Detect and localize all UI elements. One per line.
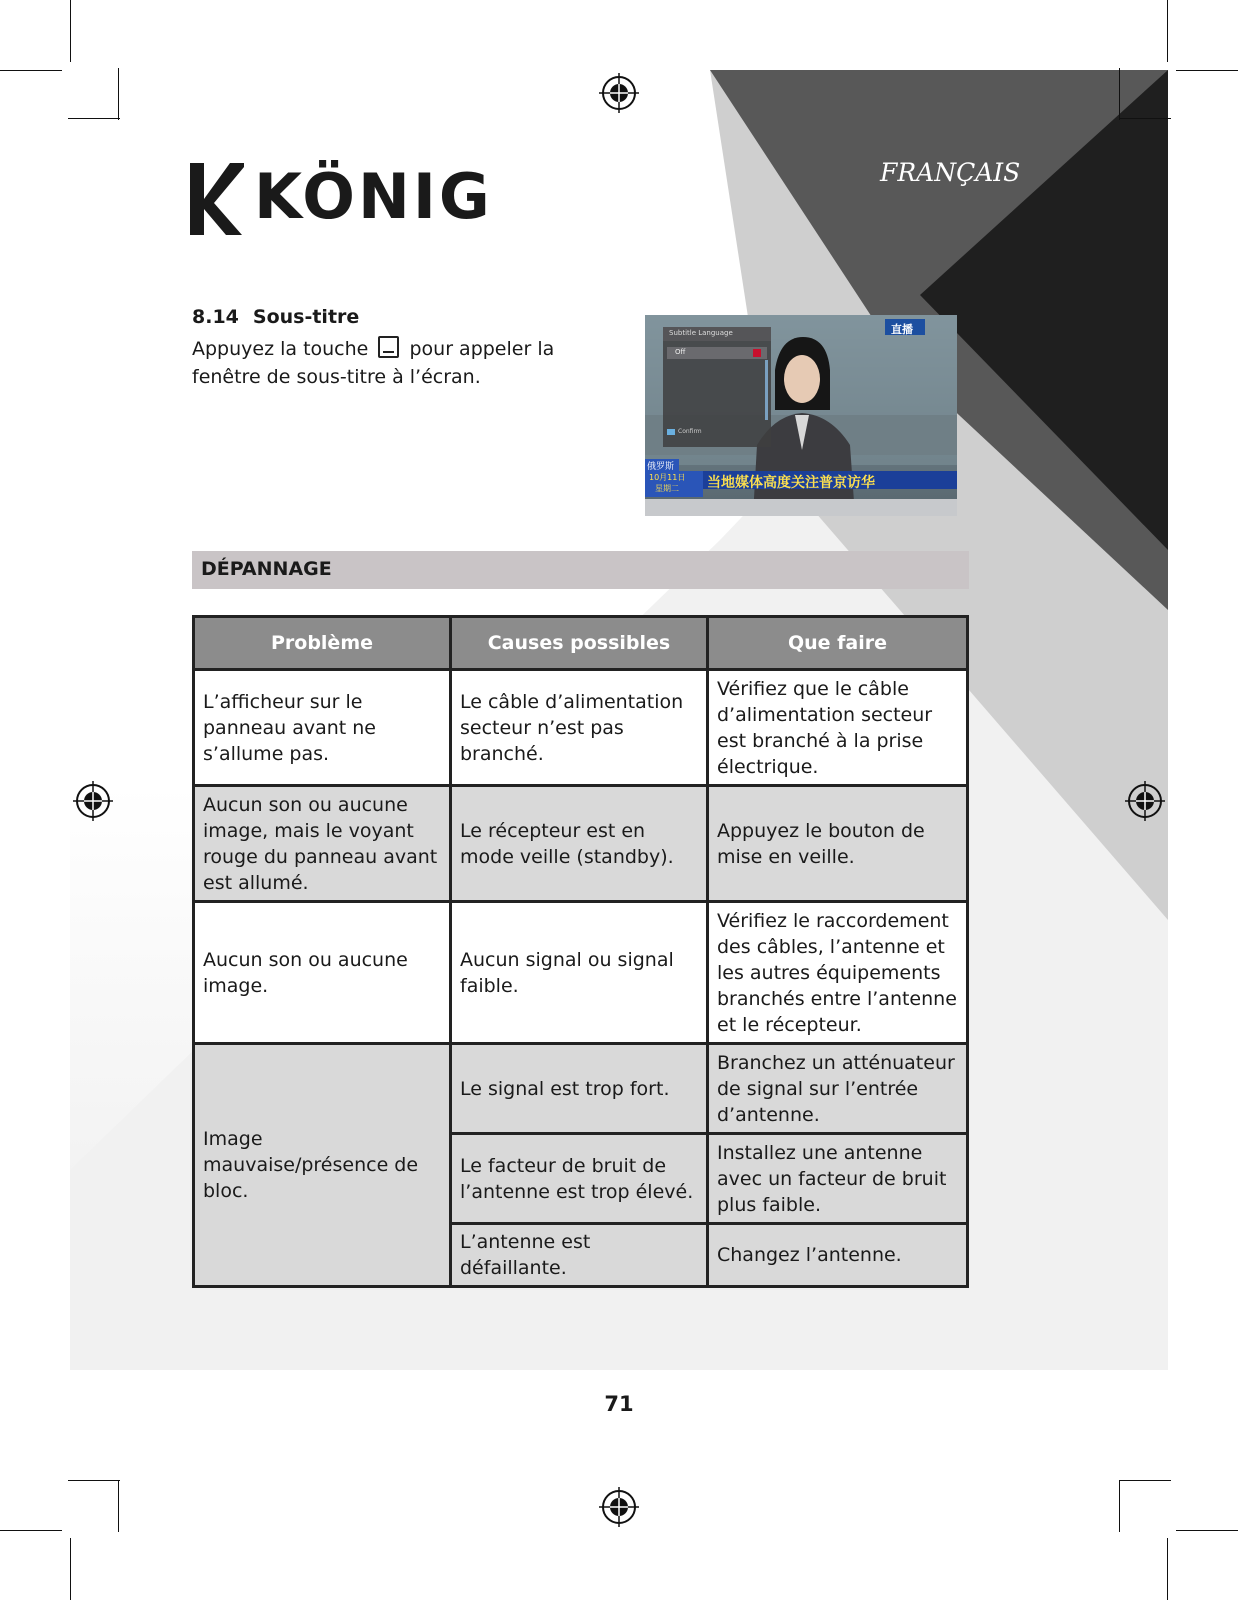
column-header: Problème — [194, 617, 451, 670]
menu-footer: Confirm — [678, 428, 702, 435]
solution-cell: Vérifiez que le câble d’alimentation secteur est branché à la prise électrique. — [708, 670, 968, 786]
crop-mark — [70, 0, 71, 62]
solution-cell: Vérifiez le raccordement des câbles, l’antenne et les autres équipements branchés entre l’antenne et le récepteur. — [708, 902, 968, 1044]
body-text-start: Appuyez la touche — [192, 338, 369, 360]
brand-wordmark: KÖNIG — [254, 160, 493, 233]
problem-cell: Aucun son ou aucune image, mais le voyant rouge du panneau avant est allumé. — [194, 786, 451, 902]
crop-mark — [1119, 1480, 1171, 1481]
table-row — [194, 670, 968, 786]
menu-title: Subtitle Language — [669, 329, 733, 337]
crop-mark — [1119, 1480, 1120, 1532]
crop-mark — [1167, 0, 1168, 62]
troubleshooting-banner — [192, 551, 969, 589]
problem-cell: Image mauvaise/présence de bloc. — [194, 1044, 451, 1287]
registration-mark-top — [599, 73, 639, 113]
section-number: 8.14 — [192, 306, 239, 328]
section-title: Sous-titre — [252, 306, 360, 328]
location-tag: 俄罗斯 — [647, 462, 675, 472]
cause-cell: Le facteur de bruit de l’antenne est trop élevé. — [451, 1134, 708, 1224]
crop-mark — [68, 1480, 120, 1481]
table-row — [194, 786, 968, 902]
crop-mark — [70, 1538, 71, 1600]
problem-cell: Aucun son ou aucune image. — [194, 902, 451, 1044]
subtitle-menu-screenshot — [645, 315, 957, 516]
section-body — [192, 335, 622, 391]
menu-value: Off — [675, 348, 686, 356]
solution-cell: Installez une antenne avec un facteur de bruit plus faible. — [708, 1134, 968, 1224]
brand-logo — [190, 160, 493, 235]
table-row — [194, 902, 968, 1044]
solution-cell: Branchez un atténuateur de signal sur l’entrée d’antenne. — [708, 1044, 968, 1134]
ticker-headline: 当地媒体高度关注普京访华 — [707, 475, 875, 491]
cause-cell: Le câble d’alimentation secteur n’est pas branché. — [451, 670, 708, 786]
crop-mark — [1167, 1538, 1168, 1600]
crop-mark — [118, 68, 119, 120]
crop-mark — [1176, 1530, 1238, 1531]
table-header-row — [194, 617, 968, 670]
registration-mark-bottom — [599, 1487, 639, 1527]
ticker-date: 10月11日 — [649, 473, 686, 482]
cause-cell: Le signal est trop fort. — [451, 1044, 708, 1134]
section-heading — [192, 306, 359, 328]
troubleshooting-table — [192, 615, 969, 1288]
table-row — [194, 1044, 968, 1134]
cause-cell: Le récepteur est en mode veille (standby). — [451, 786, 708, 902]
ticker-weekday: 星期二 — [655, 484, 679, 493]
crop-mark — [1176, 70, 1238, 71]
column-header: Causes possibles — [451, 617, 708, 670]
solution-cell: Changez l’antenne. — [708, 1224, 968, 1287]
crop-mark — [0, 1530, 62, 1531]
body-text-end: pour appeler la fenêtre de sous-titre à l’écran. — [192, 338, 555, 388]
crop-mark — [118, 1480, 119, 1532]
column-header: Que faire — [708, 617, 968, 670]
crop-mark — [0, 70, 62, 71]
problem-cell: L’afficheur sur le panneau avant ne s’allume pas. — [194, 670, 451, 786]
live-badge: 直播 — [891, 323, 913, 336]
registration-mark-left — [73, 781, 113, 821]
cause-cell: Aucun signal ou signal faible. — [451, 902, 708, 1044]
crop-mark — [1119, 68, 1120, 120]
crop-mark — [1119, 118, 1171, 119]
page-number: 71 — [604, 1392, 634, 1416]
subtitle-key-icon — [378, 336, 399, 358]
registration-mark-right — [1125, 781, 1165, 821]
language-label: FRANÇAIS — [880, 158, 1021, 187]
solution-cell: Appuyez le bouton de mise en veille. — [708, 786, 968, 902]
konig-k-icon — [190, 163, 244, 235]
crop-mark — [68, 118, 120, 119]
troubleshooting-title: DÉPANNAGE — [201, 558, 332, 580]
cause-cell: L’antenne est défaillante. — [451, 1224, 708, 1287]
